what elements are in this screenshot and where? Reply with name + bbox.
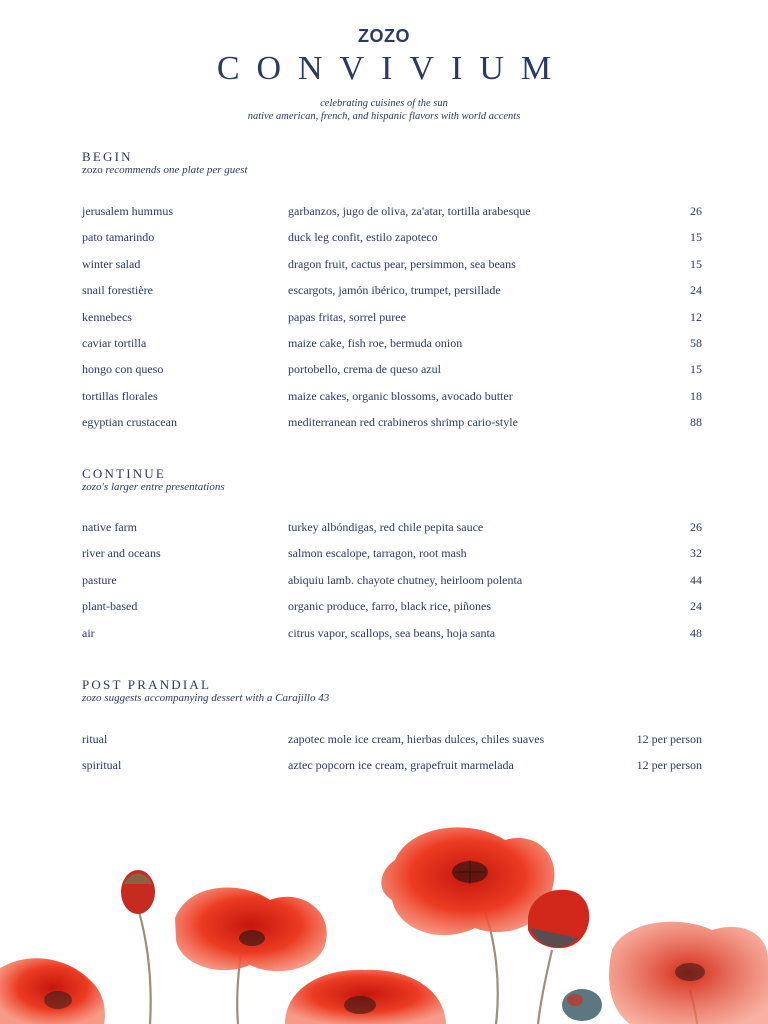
tagline-1: celebrating cuisines of the sun xyxy=(320,98,448,109)
poppy-bud-left xyxy=(121,870,155,914)
item-name: pato tamarindo xyxy=(82,230,155,245)
section-subtitle xyxy=(82,164,702,177)
poppy-right xyxy=(609,922,768,1024)
item-description: zapotec mole ice cream, hierbas dulces, chiles suaves xyxy=(288,732,545,746)
item-description: organic produce, farro, black rice, piñones xyxy=(288,599,492,614)
section-begin xyxy=(82,149,702,430)
item-name: jerusalem hummus xyxy=(82,204,173,218)
poppy-illustration xyxy=(0,800,768,1024)
item-price: 12 per person xyxy=(636,732,702,746)
item-price: 24 xyxy=(690,283,702,298)
item-description: portobello, crema de queso azul xyxy=(288,362,441,377)
item-price: 32 xyxy=(690,546,702,561)
item-name: plant-based xyxy=(82,599,138,614)
item-description: salmon escalope, tarragon, root mash xyxy=(288,546,467,561)
section-continue xyxy=(82,466,702,640)
item-price: 26 xyxy=(690,520,702,534)
item-name: spiritual xyxy=(82,758,122,773)
item-price: 15 xyxy=(690,256,702,271)
poppy-bottom-middle xyxy=(285,970,446,1024)
item-price: 12 per person xyxy=(636,758,702,773)
item-price: 15 xyxy=(690,230,702,245)
item-list xyxy=(82,731,702,784)
menu-item xyxy=(82,335,702,361)
subtitle-prefix: zozo xyxy=(82,164,103,176)
item-name: snail forestière xyxy=(82,283,153,298)
menu-item xyxy=(82,361,702,387)
item-price: 12 xyxy=(690,309,702,324)
section-post-prandial xyxy=(82,677,702,773)
menu-item xyxy=(82,731,702,757)
item-description: citrus vapor, scallops, sea beans, hoja santa xyxy=(288,625,496,640)
item-description: maize cake, fish roe, bermuda onion xyxy=(288,335,463,350)
item-list xyxy=(82,519,702,651)
item-price: 88 xyxy=(690,415,702,430)
item-description: duck leg confit, estilo zapoteco xyxy=(288,230,438,245)
item-price: 48 xyxy=(690,625,702,640)
item-name: caviar tortilla xyxy=(82,335,147,350)
section-subtitle xyxy=(82,692,702,705)
section-subtitle xyxy=(82,481,702,494)
item-price: 58 xyxy=(690,335,702,350)
section-title: BEGIN xyxy=(82,149,133,164)
menu-item xyxy=(82,572,702,598)
menu-item xyxy=(82,598,702,624)
item-name: kennebecs xyxy=(82,309,132,324)
item-description: mediterranean red crabineros shrimp cario-style xyxy=(288,415,518,430)
poppy-bud-small xyxy=(562,989,602,1021)
section-title: POST PRANDIAL xyxy=(82,677,212,692)
menu-item xyxy=(82,309,702,335)
menu-item xyxy=(82,625,702,651)
item-name: winter salad xyxy=(82,256,141,271)
menu-item xyxy=(82,388,702,414)
item-price: 24 xyxy=(690,599,702,614)
item-price: 15 xyxy=(690,362,702,377)
item-price: 26 xyxy=(690,204,702,218)
menu-item xyxy=(82,519,702,545)
menu-title: CONVIVIUM xyxy=(216,50,569,87)
item-description: papas fritas, sorrel puree xyxy=(288,309,406,324)
item-name: native farm xyxy=(82,520,137,534)
menu-item xyxy=(82,229,702,255)
subtitle-text: recommends one plate per guest xyxy=(105,164,248,176)
item-name: river and oceans xyxy=(82,546,161,561)
menu-item xyxy=(82,256,702,282)
item-name: tortillas florales xyxy=(82,388,158,403)
brand-name: ZOZO xyxy=(358,26,410,46)
item-price: 18 xyxy=(690,388,702,403)
item-name: air xyxy=(82,625,95,640)
item-description: escargots, jamón ibérico, trumpet, persillade xyxy=(288,283,501,298)
item-name: egyptian crustacean xyxy=(82,415,177,430)
menu-item xyxy=(82,282,702,308)
menu-item xyxy=(82,414,702,440)
item-name: pasture xyxy=(82,572,117,587)
tagline-2: native american, french, and hispanic flavors with world accents xyxy=(247,111,521,122)
item-name: hongo con queso xyxy=(82,362,164,377)
poppy-left xyxy=(0,958,105,1024)
item-name: ritual xyxy=(82,732,108,746)
item-description: abiquiu lamb. chayote chutney, heirloom polenta xyxy=(288,572,523,587)
item-price: 44 xyxy=(690,572,702,587)
poppy-center-left xyxy=(175,888,327,972)
item-description: aztec popcorn ice cream, grapefruit marmelada xyxy=(288,758,514,773)
menu-item xyxy=(82,545,702,571)
menu-item xyxy=(82,203,702,229)
subtitle-text: zozo's larger entre presentations xyxy=(82,481,225,493)
item-description: garbanzos, jugo de oliva, za'atar, tortilla arabesque xyxy=(288,204,531,218)
item-description: dragon fruit, cactus pear, persimmon, sea beans xyxy=(288,256,516,271)
subtitle-text: zozo suggests accompanying dessert with a Carajillo 43 xyxy=(82,692,330,704)
item-description: turkey albóndigas, red chile pepita sauce xyxy=(288,520,484,534)
item-list xyxy=(82,203,702,441)
menu-item xyxy=(82,757,702,783)
item-description: maize cakes, organic blossoms, avocado butter xyxy=(288,388,513,403)
section-title: CONTINUE xyxy=(82,466,167,481)
